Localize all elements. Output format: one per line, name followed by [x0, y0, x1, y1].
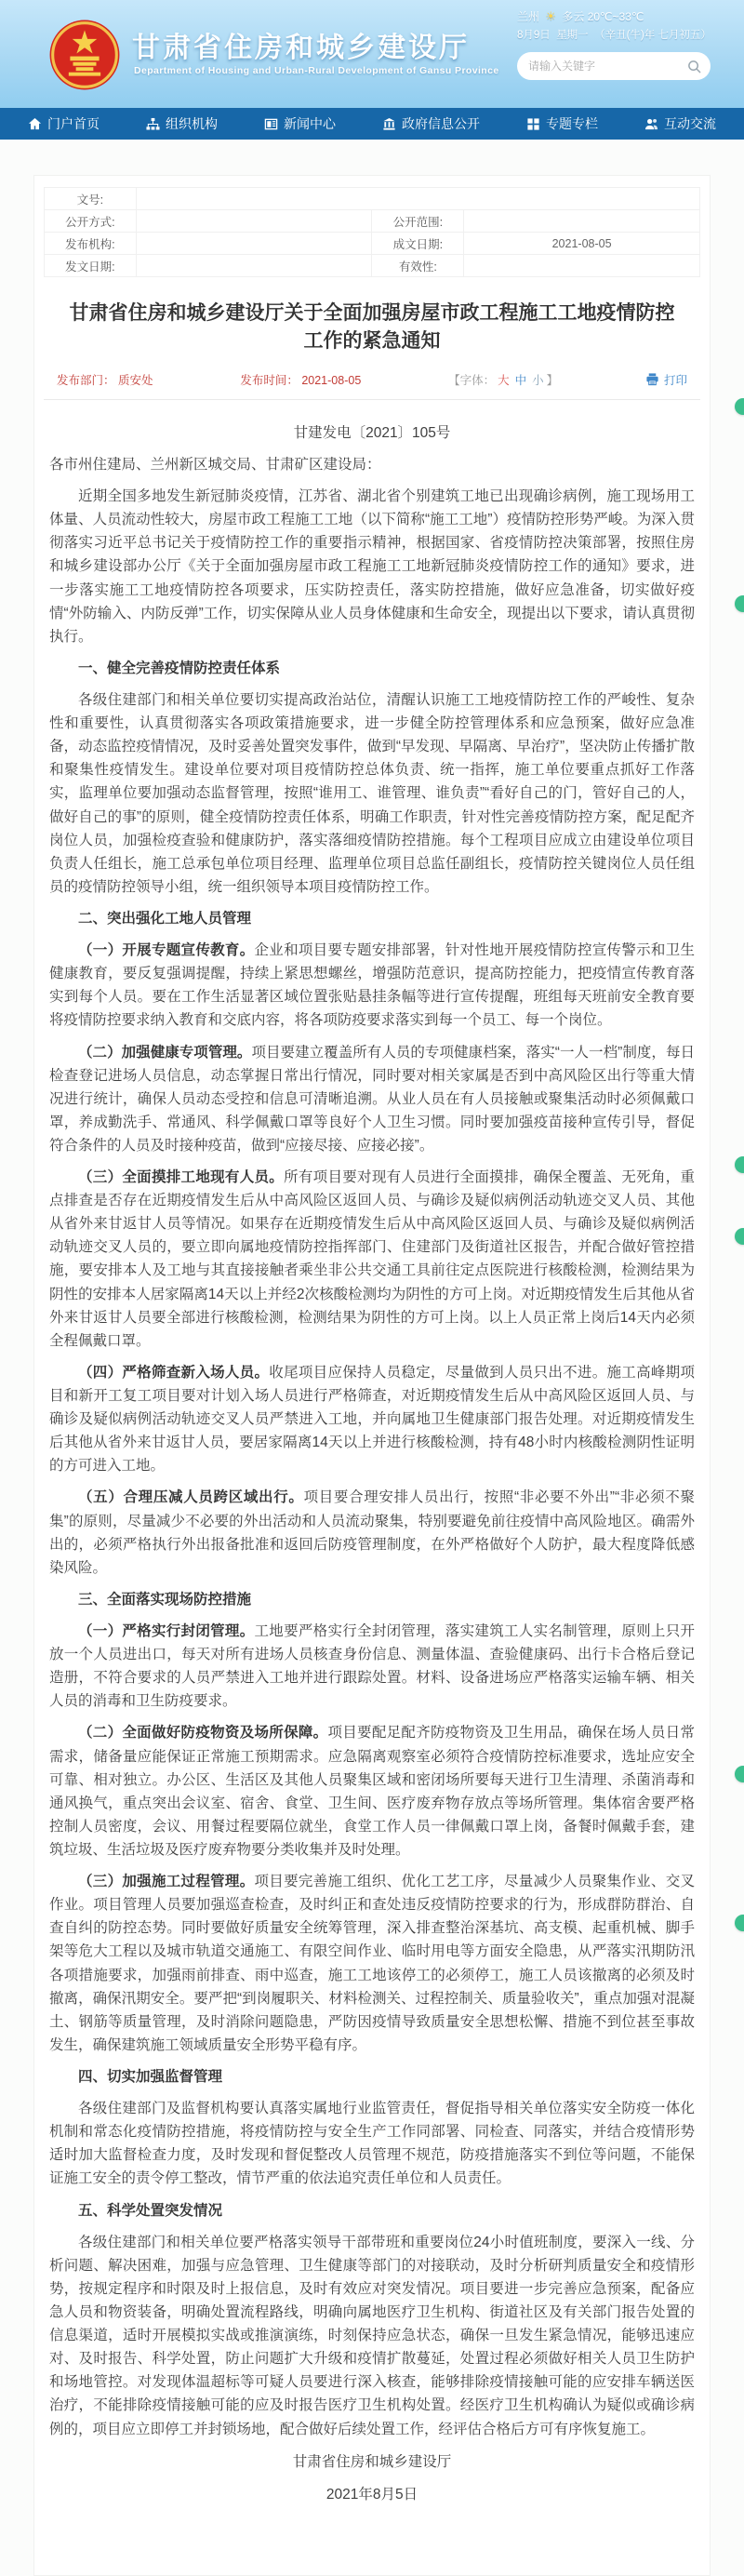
- print-label: 打印: [663, 373, 687, 387]
- print-button[interactable]: [645, 371, 687, 388]
- doc-number-value: [136, 188, 699, 210]
- table-row: [45, 188, 700, 210]
- home-icon: [28, 117, 42, 131]
- doc-number-label: 文号:: [45, 188, 137, 210]
- paragraph-lead: 五、科学处置突发情况: [78, 2202, 223, 2219]
- written-date-value: 2021-08-05: [464, 233, 700, 255]
- nav-item-label: 政府信息公开: [402, 116, 480, 131]
- content-area: [0, 140, 744, 2576]
- paragraph-lead: （五）合理压减人员跨区域出行。: [78, 1489, 304, 1506]
- paragraph: [49, 1588, 695, 1611]
- paragraph-text: 近期全国多地发生新冠肺炎疫情，江苏省、湖北省个别建筑工地已出现确诊病例，施工现场用工体量、人员流动性较大，房屋市政工程施工工地（以下简称“施工工地”）疫情防控形势严峻。为深入贯彻落实习近平总书记关于疫情防控工作的重要指示精神，根据国家、省疫情防控决策部署，按照住房和城乡建设部办公厅《关于全面加强房屋市政工程施工工地新冠肺炎疫情防控工作的通知》要求，进一步落实施工工地疫情防控各项要求，压实防控责任，落实防控措施，做好应急准备，切实做好疫情“外防输入、内防反弹”工作，切实保障从业人员身体健康和生命安全，现提出以下要求，请认真贯彻执行。: [49, 488, 695, 645]
- paragraph: [49, 2450, 695, 2474]
- paragraph: [49, 421, 695, 445]
- paragraph-lead: 四、切实加强监督管理: [78, 2068, 223, 2085]
- org-chart-icon: [146, 117, 160, 131]
- publish-dept: [57, 371, 153, 388]
- gov-building-icon: [382, 117, 396, 131]
- nav-item-news[interactable]: [264, 114, 336, 133]
- paragraph-lead: （一）严格实行封闭管理。: [78, 1623, 255, 1640]
- time-value: 2021-08-05: [301, 373, 362, 387]
- publisher-value: [136, 233, 372, 255]
- site-title: 甘肃省住房和城乡建设厅: [132, 33, 470, 63]
- open-type-label: 公开方式:: [45, 210, 137, 233]
- font-size-switcher: [448, 371, 558, 388]
- paragraph-lead: （二）全面做好防疫物资及场所保障。: [78, 1725, 328, 1742]
- sun-icon: ☀: [545, 9, 557, 23]
- paragraph: [49, 1620, 695, 1713]
- paragraph-text: 各级住建部门及监督机构要认真落实属地行业监管责任，督促指导相关单位落实安全防疫一体化机制和常态化疫情防控措施，将疫情防控与安全生产工作同部署、同检查、同落实，并结合疫情形势适时加大监督检查力度，及时发现和督促整改人员管理不规范，防疫措施落实不到位等问题，不能保证施工安全的责令停工整改，情节严重的依法追究责任单位和人员责任。: [49, 2101, 695, 2187]
- font-size-small-button[interactable]: 小: [532, 373, 544, 387]
- document-card: [33, 175, 711, 2576]
- publish-time: [240, 371, 361, 388]
- search-input[interactable]: [526, 59, 687, 73]
- publish-date-value: [136, 255, 372, 277]
- search-icon[interactable]: [687, 60, 701, 73]
- font-size-large-button[interactable]: 大: [498, 373, 510, 387]
- nav-item-gov-info[interactable]: [382, 114, 480, 133]
- paragraph-text: 2021年8月5日: [326, 2486, 418, 2503]
- printer-icon: [645, 372, 659, 386]
- open-type-value: [136, 210, 372, 233]
- table-row: [45, 233, 700, 255]
- paragraph-text: 各市州住建局、兰州新区城交局、甘肃矿区建设局：: [49, 456, 381, 473]
- nav-item-label: 新闻中心: [284, 116, 336, 131]
- table-row: [45, 210, 700, 233]
- validity-value: [464, 255, 700, 277]
- paragraph: [49, 907, 695, 930]
- nav-item-label: 专题专栏: [546, 116, 598, 131]
- font-label: 【字体：: [448, 373, 496, 387]
- nav-item-topics[interactable]: [526, 114, 598, 133]
- article-body: [44, 400, 700, 2506]
- paragraph-text: 企业和项目要专题安排部署，针对性地开展疫情防控宣传警示和卫生健康教育，要反复强调提醒，持续上紧思想螺丝，增强防范意识，提高防控能力，把疫情宣传教育落实到每个人员。要在工作生活显著区域位置张贴悬挂条幅等进行宣传提醒，班组每天班前安全教育要将疫情防控要求纳入教育和交底内容，将各项防疫要求落实到每一个员工、每一个岗位。: [49, 942, 695, 1029]
- font-label-end: 】: [546, 373, 559, 387]
- paragraph: [49, 657, 695, 680]
- paragraph: [49, 1361, 695, 1478]
- document-meta-table: [44, 187, 700, 277]
- weather-text: 多云 20℃~33℃: [562, 10, 644, 23]
- paragraph-lead: （三）加强施工过程管理。: [78, 1874, 255, 1890]
- nav-item-label: 门户首页: [47, 116, 100, 131]
- time-label: 发布时间：: [240, 373, 299, 387]
- paragraph-text: 各级住建部门和相关单位要严格落实领导干部带班和重要岗位24小时值班制度，要深入一线、分析问题、解决困难，加强与应急管理、卫生健康等部门的对接联动，及时分析研判质量安全和疫情形势，按规定程序和时限及时上报信息，及时有效应对突发情况。项目要进一步完善应急预案，配备应急人员和物资装备，明确处置流程路线，明确向属地医疗卫生机构、街道社区及有关部门报告处置的信息渠道，适时开展模拟实战或推演演练，时刻保持应急状态，确保一旦发生紧急情况，能够迅速应对、及时报告、科学处置，防止问题扩大升级和疫情扩散蔓延，处置过程必须做好相关人员卫生防护和场地管控。对发现体温超标等可疑人员要进行深入核查，能够排除疫情接触可能的应安排车辆送医治疗，不能排除疫情接触可能的应及时报告医疗卫生机构处置。经医疗卫生机构确认为疑似或确诊病例的，项目应立即停工并封锁场地，配合做好后续处置工作，经评估合格后方可有序恢复施工。: [49, 2234, 695, 2437]
- nav-item-interaction[interactable]: [644, 114, 716, 133]
- paragraph: [49, 1486, 695, 1579]
- lunar-text: （辛丑(牛)年 七月初五）: [594, 30, 711, 41]
- paragraph: [49, 1041, 695, 1158]
- paragraph: [49, 1721, 695, 1862]
- paragraph-text: 项目要配足配齐防疫物资及卫生用品，确保在场人员日常需求，储备量应能保证正常施工预期需求。应急隔离观察室必须符合疫情防控标准要求，选址应安全可靠、相对独立。办公区、生活区及其他人员聚集区域和密闭场所要每天进行卫生清理、杀菌消毒和通风换气，重点突出会议室、宿舍、食堂、卫生间、医疗废弃物存放点等场所管理。集体宿舍要严格控制人员密度，会议、用餐过程要隔位就坐，食堂工作人员一律佩戴口罩上岗，备餐时佩戴手套，建筑垃圾、生活垃圾及医疗废弃物要分类收集并及时处理。: [49, 1725, 695, 1858]
- paragraph-text: 收尾项目应保持人员稳定，尽量做到人员只出不进。施工高峰期项目和新开工复工项目要对计划入场人员进行严格筛查，对近期疫情发生后从中高风险区返回人员、与确诊及疑似病例活动轨迹交叉人员严禁进入工地，并向属地卫生健康部门报告处理。对近期疫情发生后其他从省外来甘返甘人员，要居家隔离14天以上并进行核酸检测，持有48小时内核酸检测阴性证明的方可进入工地。: [49, 1364, 695, 1475]
- nav-item-label: 互动交流: [664, 116, 716, 131]
- paragraph: [49, 2065, 695, 2089]
- written-date-label: 成文日期:: [372, 233, 464, 255]
- news-icon: [264, 117, 278, 131]
- paragraph-lead: （四）严格筛查新入场人员。: [78, 1364, 270, 1381]
- table-row: [45, 255, 700, 277]
- grid-icon: [526, 117, 540, 131]
- nav-item-label: 组织机构: [166, 116, 218, 131]
- publisher-label: 发布机构:: [45, 233, 137, 255]
- paragraph: [49, 1166, 695, 1353]
- date-text: 8月9日: [517, 30, 551, 41]
- site-subtitle: Department of Housing and Urban-Rural Development of Gansu Province: [134, 65, 499, 76]
- paragraph-lead: （三）全面摸排工地现有人员。: [78, 1169, 285, 1186]
- paragraph-text: 项目要合理安排人员出行，按照“非必要不外出”“非必须不聚集”的原则，尽量减少不必要的外出活动和人员流动聚集，特别要避免前往疫情中高风险地区。确需外出的，必须严格执行外出报备批准和返回后防疫管理制度，在外严格做好个人防护，最大程度降低感染风险。: [49, 1489, 695, 1576]
- site-header: [0, 0, 744, 108]
- paragraph: [49, 1870, 695, 2057]
- paragraph-text: 项目要建立覆盖所有人员的专项健康档案，落实“一人一档”制度，每日检查登记进场人员信息，动态掌握日常出行情况，同时要对相关家属是否到中高风险区出行等重大情况进行统计，确保人员动态受控和信息可清晰追溯。从业人员在有人员接触或聚集活动时必须佩戴口罩，养成勤洗手、常通风、科学佩戴口罩等良好个人卫生习惯。同时要加强疫苗接种宣传引导，督促符合条件的人员及时接种疫苗，做到“应接尽接、应接必接”。: [49, 1044, 695, 1154]
- paragraph: [49, 2097, 695, 2190]
- dept-label: 发布部门：: [57, 373, 115, 387]
- nav-item-organization[interactable]: [146, 114, 218, 133]
- national-emblem-icon: [48, 19, 121, 91]
- article-toolbar: [44, 371, 700, 400]
- page-title: 甘肃省住房和城乡建设厅关于全面加强房屋市政工程施工工地疫情防控工作的紧急通知: [69, 302, 675, 353]
- validity-label: 有效性:: [372, 255, 464, 277]
- paragraph-text: 甘建发电〔2021〕105号: [293, 424, 451, 441]
- navbar: [0, 108, 744, 140]
- paragraph-text: 甘肃省住房和城乡建设厅: [292, 2453, 452, 2470]
- search-box[interactable]: [517, 52, 711, 80]
- paragraph-lead: （一）开展专题宣传教育。: [78, 942, 255, 959]
- paragraph: [49, 453, 695, 476]
- paragraph: [49, 2483, 695, 2506]
- font-size-medium-button[interactable]: 中: [514, 373, 527, 387]
- people-icon: [644, 117, 658, 131]
- paragraph-text: 项目要完善施工组织、优化工艺工序，尽量减少人员聚集作业、交叉作业。项目管理人员要加强巡查检查，及时纠正和查处违反疫情防控要求的行为，形成群防群治、自查自纠的防控态势。同时要做好质量安全统筹管理，深入排查整治深基坑、高支模、起重机械、脚手架等危大工程以及城市轨道交通施工、有限空间作业、临时用电等方面安全隐患，从严落实汛期防汛各项措施要求，加强雨前排查、雨中巡查，施工工地该停工的必须停工，施工人员该撤离的必须及时撤离，确保汛期安全。要严把“到岗履职关、材料检测关、过程控制关、质量验收关”，重点加强对混凝土、钢筋等质量管理，及时消除问题隐患，严防因疫情导致质量安全思想松懈、措施不到位甚至事故发生，确保建筑施工领域质量安全形势平稳有序。: [49, 1874, 695, 2053]
- city-label: 兰州: [517, 10, 540, 23]
- nav-item-home[interactable]: [28, 114, 100, 133]
- paragraph: [49, 2231, 695, 2441]
- date-line: [517, 26, 731, 45]
- paragraph: [49, 485, 695, 648]
- open-scope-label: 公开范围:: [372, 210, 464, 233]
- paragraph-lead: 三、全面落实现场防控措施: [78, 1591, 252, 1608]
- publish-date-label: 发文日期:: [45, 255, 137, 277]
- paragraph-text: 各级住建部门和相关单位要切实提高政治站位，清醒认识施工工地疫情防控工作的严峻性、复杂性和重要性，认真贯彻落实各项政策措施要求，进一步健全防控管理体系和应急预案，做好应急准备，动态监控疫情情况，及时妥善处置突发事件，做到“早发现、早隔离、早治疗”，坚决防止传播扩散和聚集性疫情发生。建设单位要对项目疫情防控总体负责、统一指挥，施工单位要重点抓好工作落实，监理单位要加强动态监督管理，按照“谁用工、谁管理、谁负责”“看好自己的门，管好自己的人，做好自己的事”的原则，健全疫情防控责任体系，明确工作职责，针对性完善疫情防控方案，配足配齐岗位人员，加强检疫查验和健康防护，落实落细疫情防控措施。每个工程项目应成立由建设单位项目负责人任组长，施工总承包单位项目经理、监理单位项目总监任副组长，疫情防控关键岗位人员任组员的疫情防控领导小组，统一组织领导本项目疫情防控工作。: [49, 691, 695, 895]
- open-scope-value: [464, 210, 700, 233]
- paragraph: [49, 2199, 695, 2222]
- paragraph-lead: （二）加强健康专项管理。: [78, 1044, 252, 1061]
- paragraph: [49, 688, 695, 899]
- paragraph-text: 所有项目要对现有人员进行全面摸排，确保全覆盖、无死角，重点排查是否存在近期疫情发生后从中高风险区返回人员、与确诊及疑似病例活动轨迹交叉人员、其他从省外来甘返甘人员等情况。如果存在近期疫情发生后从中高风险区返回人员、与确诊及疑似病例活动轨迹交叉人员的，要立即向属地疫情防控指挥部门、住建部门及街道社区报告，并配合做好管控措施，要安排本人及工地与其直接接触者乘坐非公共交通工具前往定点医院进行核酸检测，检测结果为阴性的安排本人居家隔离14天以上并经2次核酸检测均为阴性的方可上岗。对近期疫情发生后其他从省外来甘返甘人员要全部进行核酸检测，检测结果为阴性的方可上岗。以上人员正常上岗后14天内必须全程佩戴口罩。: [49, 1169, 695, 1349]
- weather-line: [517, 7, 731, 26]
- paragraph: [49, 939, 695, 1032]
- paragraph-lead: 二、突出强化工地人员管理: [78, 910, 252, 927]
- week-text: 星期一: [556, 30, 589, 41]
- header-right: [517, 7, 731, 80]
- paragraph-text: 工地要严格实行全封闭管理，落实建筑工人实名制管理，原则上只开放一个人员进出口，每天对所有进场人员核查身份信息、测量体温、查验健康码、出行卡合格后登记造册，不符合要求的人员严禁进入工地并进行跟踪处置。材料、设备进场应严格落实运输车辆、相关人员的消毒和卫生防疫要求。: [49, 1623, 695, 1710]
- dept-value: 质安处: [118, 373, 153, 387]
- paragraph-lead: 一、健全完善疫情防控责任体系: [78, 660, 281, 676]
